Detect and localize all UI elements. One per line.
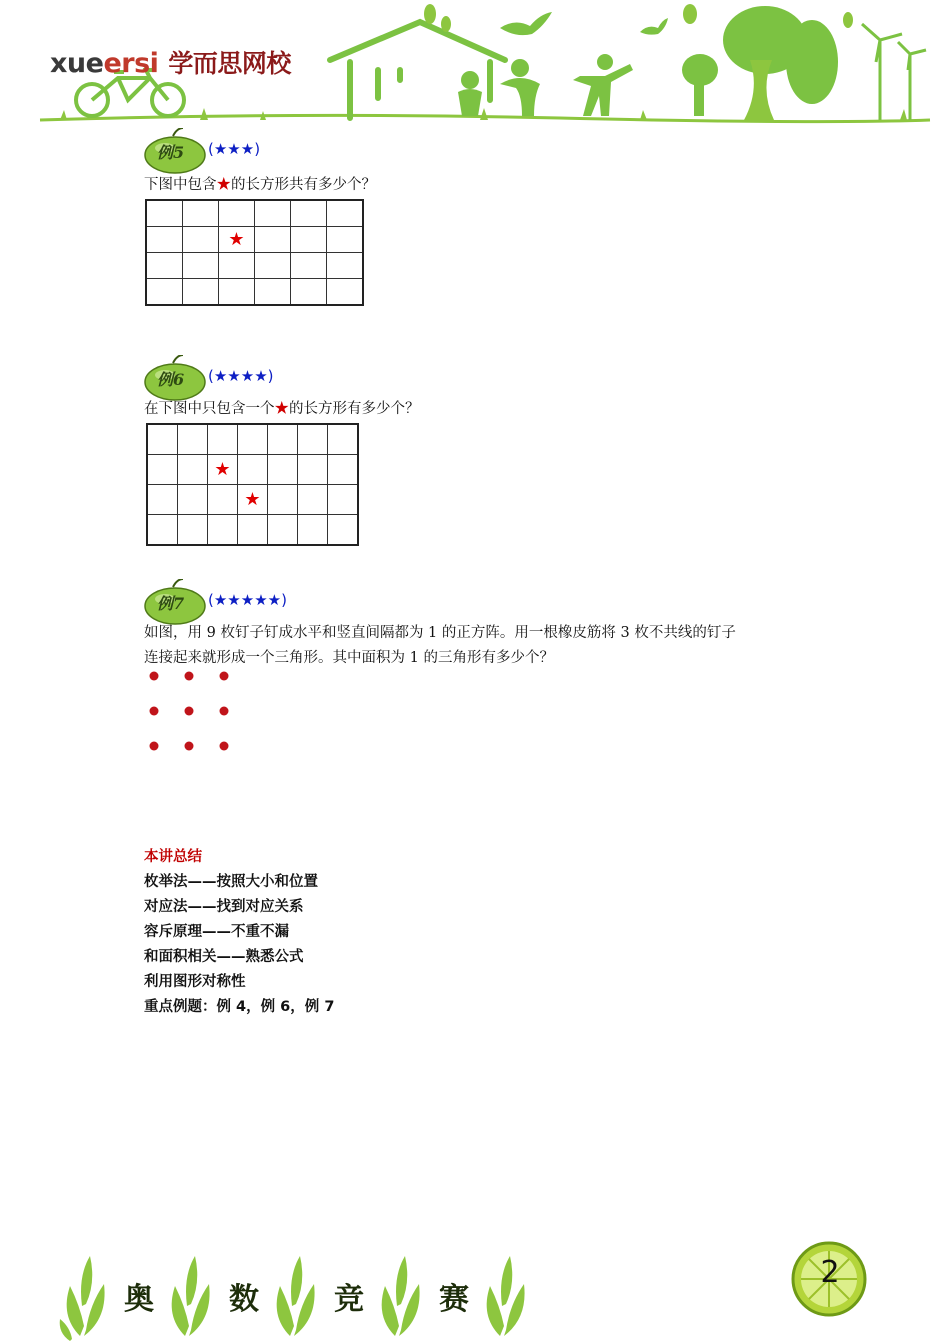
grid-cell (268, 485, 298, 515)
nail-dot (185, 742, 194, 751)
grid-cell (328, 515, 359, 546)
grid-cell (328, 485, 359, 515)
grid-cell (238, 515, 268, 546)
grid-cell (291, 279, 327, 306)
grid-cell (147, 485, 178, 515)
example-7-difficulty: (★★★★★) (208, 591, 287, 609)
star-icon: ★ (274, 401, 289, 417)
grid-cell (183, 200, 219, 227)
summary-line: 对应法——找到对应关系 (144, 899, 304, 915)
nail-dot (220, 742, 229, 751)
footer-word-shu: 数 (229, 1282, 259, 1317)
grid-cell (255, 227, 291, 253)
example-5-question (144, 173, 376, 198)
example-7-question-line-1: 如图，用 9 枚钉子钉成水平和竖直间隔都为 1 的正方阵。用一根橡皮筋将 3 枚不共线的钉子 (144, 625, 736, 641)
star-icon: ★ (216, 177, 231, 193)
nail-dot (150, 707, 159, 716)
grid-cell (327, 279, 364, 306)
summary-line: 重点例题：例 4，例 6，例 7 (144, 999, 335, 1015)
grid-cell (268, 515, 298, 546)
grid-cell (146, 279, 183, 306)
nail-dot (185, 672, 194, 681)
nail-dot (150, 672, 159, 681)
grid-cell (298, 455, 328, 485)
grid-cell (178, 455, 208, 485)
grid-cell (327, 253, 364, 279)
footer-word-sai: 赛 (439, 1282, 469, 1317)
lecture-summary (144, 845, 334, 1020)
example-5-question-text-2: 的长方形共有多少个？ (231, 177, 376, 193)
brand-cn: 学而思网校 (168, 49, 291, 78)
grid-cell (147, 515, 178, 546)
brand-logo (50, 44, 291, 80)
example-7-badge (143, 579, 207, 625)
example-7-question-line-2: 连接起来就形成一个三角形。其中面积为 1 的三角形有多少个？ (144, 650, 554, 666)
summary-line: 和面积相关——熟悉公式 (144, 949, 304, 965)
grid-cell (146, 227, 183, 253)
grid-cell (291, 200, 327, 227)
example-6-grid (146, 423, 359, 546)
grid-cell (178, 424, 208, 455)
footer-word-jing: 竞 (334, 1282, 364, 1317)
summary-line: 枚举法——按照大小和位置 (144, 874, 318, 890)
grid-cell (327, 200, 364, 227)
summary-title: 本讲总结 (144, 849, 202, 865)
grid-cell (238, 424, 268, 455)
grid-cell (208, 424, 238, 455)
nail-dot (185, 707, 194, 716)
example-5-question-text-1: 下图中包含 (144, 177, 217, 193)
grid-cell (298, 424, 328, 455)
grid-cell (238, 455, 268, 485)
grid-cell (327, 227, 364, 253)
grid-cell (255, 200, 291, 227)
example-6-badge (143, 355, 207, 401)
grid-cell (291, 253, 327, 279)
grid-cell (208, 515, 238, 546)
grid-cell (291, 227, 327, 253)
example-6-difficulty: (★★★★) (208, 367, 274, 385)
brand-en-2: ersi (103, 48, 159, 79)
grid-cell (146, 253, 183, 279)
example-7-label: 例7 (157, 594, 185, 613)
example-5-badge (143, 128, 207, 174)
nail-dot (150, 742, 159, 751)
grid-cell (147, 424, 178, 455)
grid-cell (178, 485, 208, 515)
example-6-question (144, 397, 420, 422)
page-header (0, 0, 950, 130)
example-7-nail-grid (140, 662, 240, 762)
grid-cell-star: ★ (238, 485, 268, 515)
grid-cell (219, 253, 255, 279)
example-6-question-text-2: 的长方形有多少个？ (289, 401, 420, 417)
grid-cell (255, 253, 291, 279)
grid-cell (146, 200, 183, 227)
grid-cell (208, 485, 238, 515)
footer-word-ao: 奥 (124, 1282, 154, 1317)
grid-cell (183, 253, 219, 279)
grid-cell (298, 485, 328, 515)
nail-dot (220, 707, 229, 716)
grid-cell-star: ★ (219, 227, 255, 253)
brand-en-1: xue (50, 48, 104, 79)
grid-cell (268, 455, 298, 485)
grid-cell (328, 424, 359, 455)
summary-line: 利用图形对称性 (144, 974, 246, 990)
grid-cell (255, 279, 291, 306)
summary-line: 容斥原理——不重不漏 (144, 924, 289, 940)
page-number: 2 (820, 1255, 840, 1290)
grid-cell (219, 279, 255, 306)
grid-cell (268, 424, 298, 455)
example-6-label: 例6 (157, 370, 185, 389)
grid-cell (219, 200, 255, 227)
example-5-label: 例5 (157, 143, 185, 162)
grid-cell-star: ★ (208, 455, 238, 485)
grid-cell (183, 227, 219, 253)
nail-dot (220, 672, 229, 681)
grid-cell (147, 455, 178, 485)
grid-cell (328, 455, 359, 485)
grid-cell (183, 279, 219, 306)
example-5-difficulty: (★★★) (208, 140, 261, 158)
example-6-question-text-1: 在下图中只包含一个 (144, 401, 275, 417)
grid-cell (298, 515, 328, 546)
example-5-grid (145, 199, 364, 306)
grid-cell (178, 515, 208, 546)
